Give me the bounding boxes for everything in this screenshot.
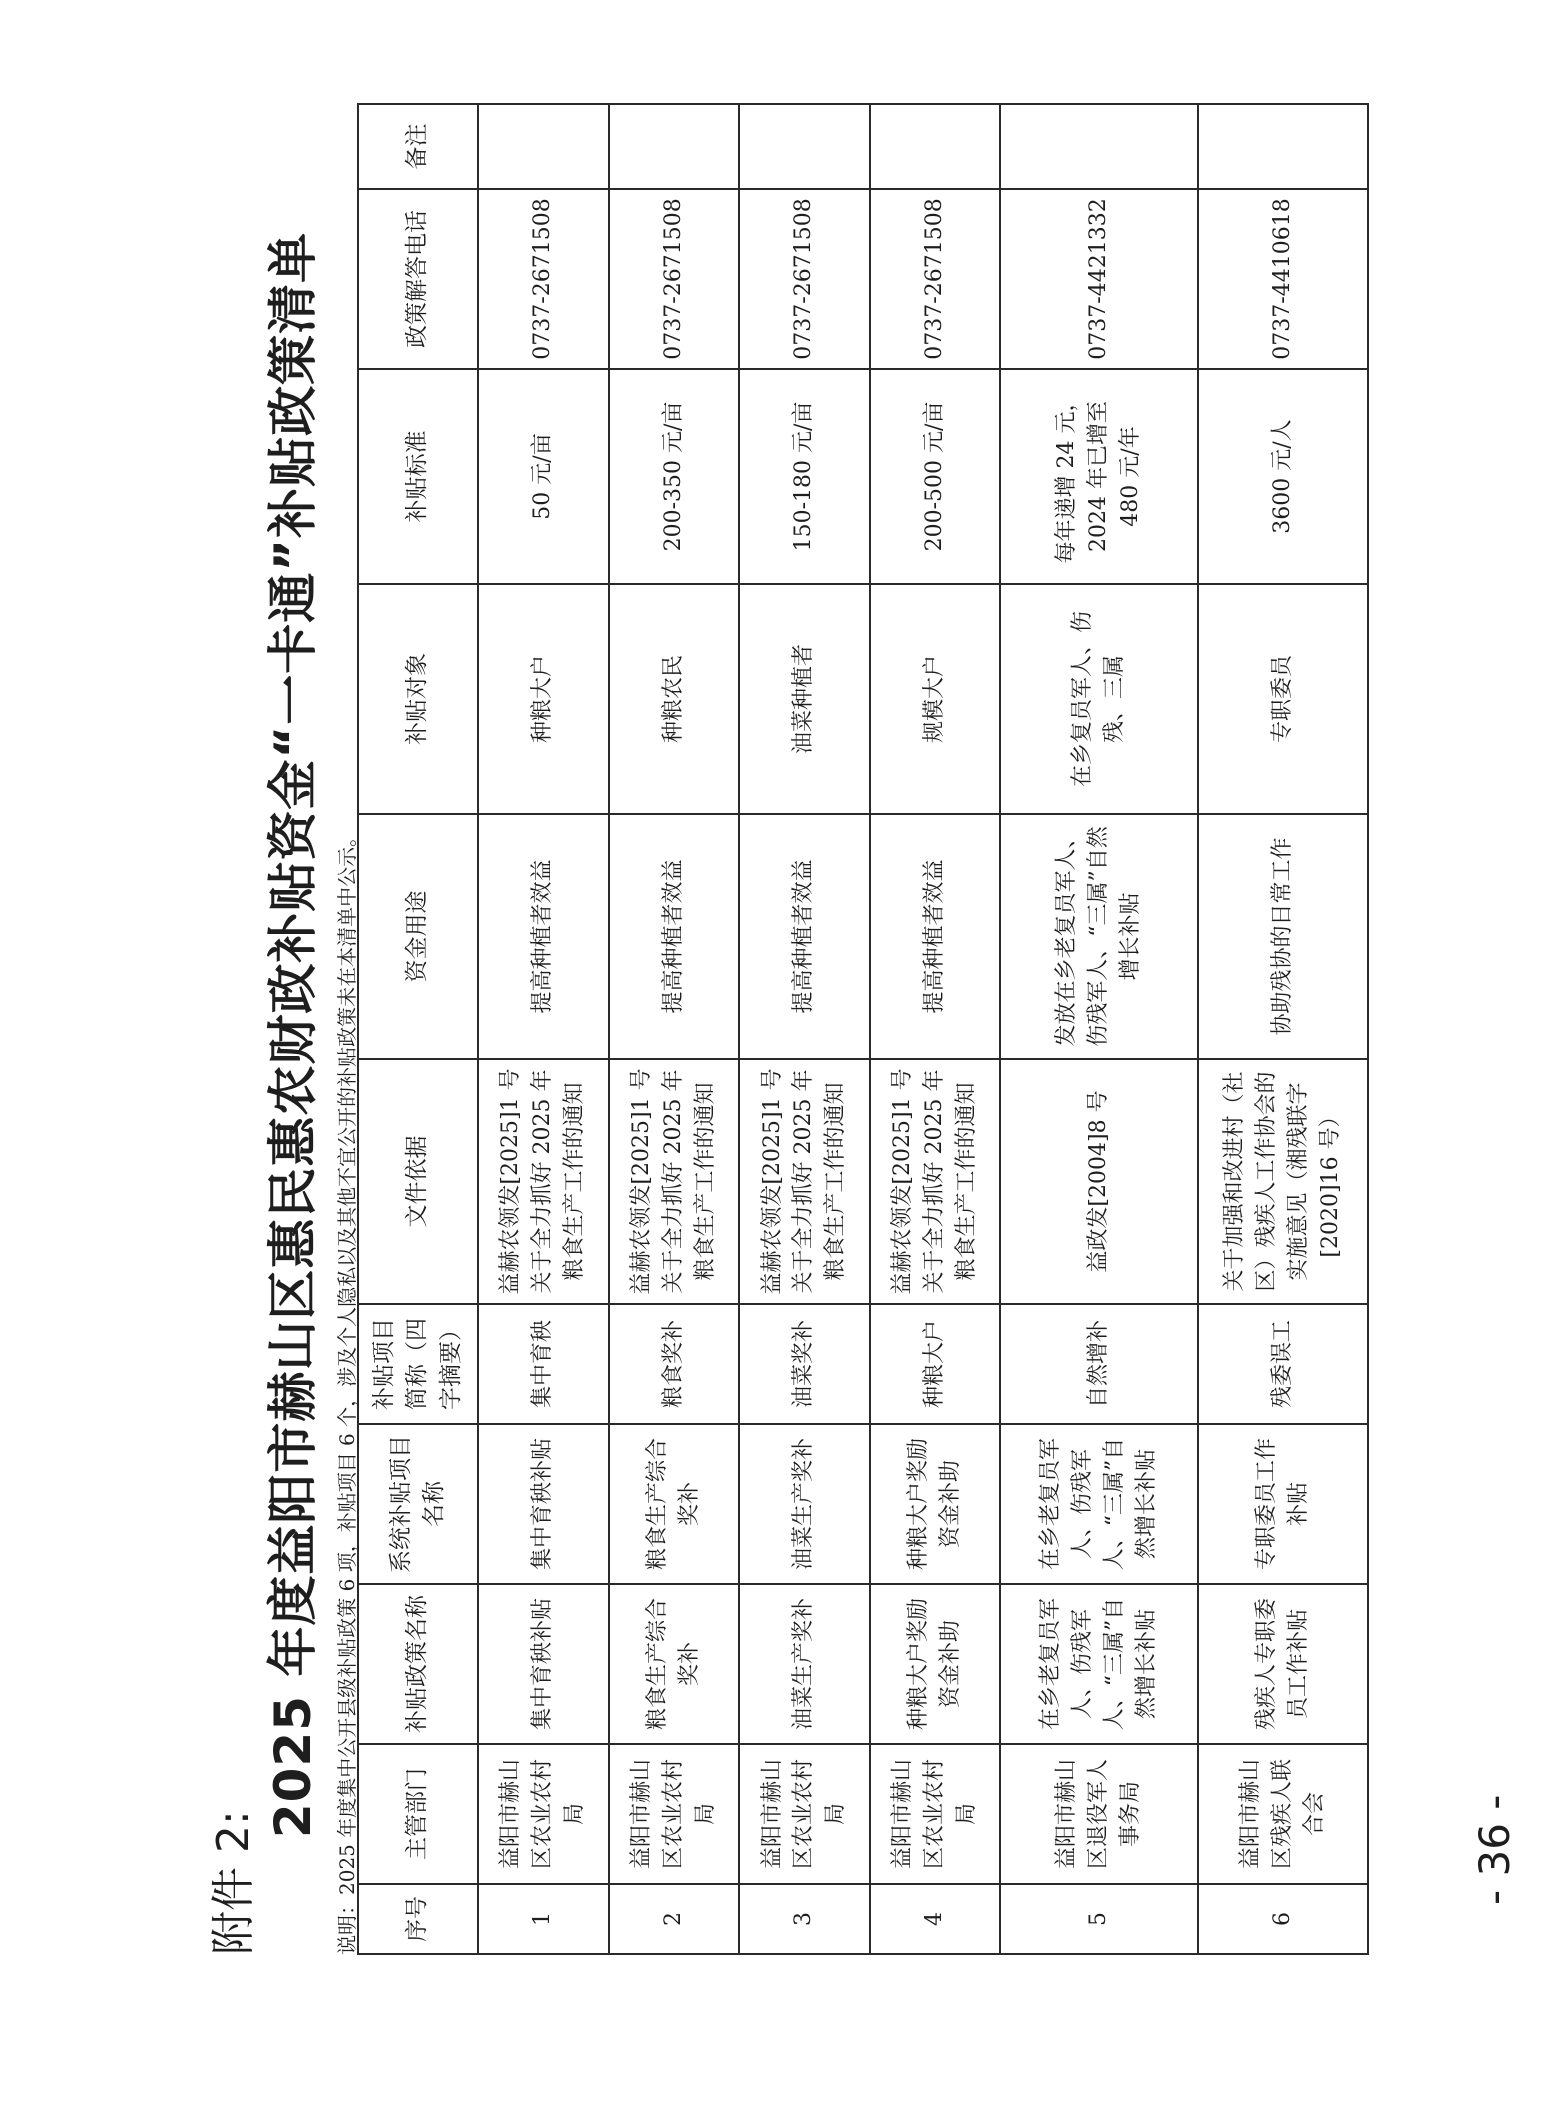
cell-system-name: 油菜生产奖补 (739, 1424, 870, 1584)
table-row (1198, 104, 1368, 1954)
cell-policy: 油菜生产奖补 (739, 1584, 870, 1744)
cell-short: 粮食奖补 (609, 1304, 740, 1424)
cell-dept: 益阳市赫山区农业农村局 (870, 1744, 1001, 1884)
cell-use: 发放在乡老复员军人、伤残军人、“三属”自然增长补贴 (1000, 814, 1198, 1059)
cell-dept: 益阳市赫山区农业农村局 (739, 1744, 870, 1884)
cell-basis: 益赫农领发[2025]1 号关于全力抓好 2025 年粮食生产工作的通知 (478, 1059, 609, 1304)
cell-dept: 益阳市赫山区农业农村局 (609, 1744, 740, 1884)
cell-dept: 益阳市赫山区退役军人事务局 (1000, 1744, 1198, 1884)
cell-target: 在乡复员军人、伤残、三属 (1000, 584, 1198, 814)
cell-basis: 益赫农领发[2025]1 号关于全力抓好 2025 年粮食生产工作的通知 (739, 1059, 870, 1304)
cell-policy: 集中育秧补贴 (478, 1584, 609, 1744)
header-cell: 备注 (358, 104, 478, 189)
header-cell: 序号 (358, 1884, 478, 1954)
cell-basis: 关于加强和改进村（社区）残疾人工作协会的实施意见（湘残联字[2020]16 号） (1198, 1059, 1368, 1304)
cell-standard: 3600 元/人 (1198, 369, 1368, 584)
cell-use: 提高种植者效益 (609, 814, 740, 1059)
cell-use: 提高种植者效益 (478, 814, 609, 1059)
cell-policy: 种粮大户奖励资金补助 (870, 1584, 1001, 1744)
cell-system-name: 粮食生产综合奖补 (609, 1424, 740, 1584)
cell-target: 油菜种植者 (739, 584, 870, 814)
cell-short: 油菜奖补 (739, 1304, 870, 1424)
table-row (609, 104, 740, 1954)
cell-no: 4 (870, 1884, 1001, 1954)
cell-basis: 益赫农领发[2025]1 号关于全力抓好 2025 年粮食生产工作的通知 (870, 1059, 1001, 1304)
table-row (739, 104, 870, 1954)
cell-system-name: 集中育秧补贴 (478, 1424, 609, 1584)
cell-no: 1 (478, 1884, 609, 1954)
cell-remark (478, 104, 609, 189)
cell-no: 5 (1000, 1884, 1198, 1954)
cell-remark (739, 104, 870, 189)
table-row (870, 104, 1001, 1954)
cell-standard: 200-350 元/亩 (609, 369, 740, 584)
cell-phone: 0737-4421332 (1000, 189, 1198, 369)
document-title: 2025 年度益阳市赫山区惠民惠农财政补贴资金“一卡通”补贴政策清单 (264, 231, 322, 1839)
header-cell: 主管部门 (358, 1744, 478, 1884)
table-row (1000, 104, 1198, 1954)
cell-no: 2 (609, 1884, 740, 1954)
header-cell: 资金用途 (358, 814, 478, 1059)
subsidy-table (357, 103, 1369, 1955)
cell-use: 协助残协的日常工作 (1198, 814, 1368, 1059)
cell-short: 残委误工 (1198, 1304, 1368, 1424)
cell-system-name: 专职委员工作补贴 (1198, 1424, 1368, 1584)
cell-system-name: 种粮大户奖励资金补助 (870, 1424, 1001, 1584)
cell-phone: 0737-4410618 (1198, 189, 1368, 369)
cell-dept: 益阳市赫山区农业农村局 (478, 1744, 609, 1884)
cell-phone: 0737-2671508 (870, 189, 1001, 369)
cell-remark (1000, 104, 1198, 189)
page-number: - 36 - (1470, 1794, 1519, 1905)
cell-policy: 残疾人专职委员工作补贴 (1198, 1584, 1368, 1744)
cell-system-name: 在乡老复员军人、伤残军人、“三属”自然增长补贴 (1000, 1424, 1198, 1584)
rotated-page (185, 105, 1565, 1955)
cell-phone: 0737-2671508 (609, 189, 740, 369)
cell-target: 专职委员 (1198, 584, 1368, 814)
header-cell: 补贴对象 (358, 584, 478, 814)
cell-basis: 益政发[2004]8 号 (1000, 1059, 1198, 1304)
cell-standard: 每年递增 24 元，2024 年已增至 480 元/年 (1000, 369, 1198, 584)
cell-short: 集中育秧 (478, 1304, 609, 1424)
cell-target: 种粮大户 (478, 584, 609, 814)
cell-short: 自然增补 (1000, 1304, 1198, 1424)
cell-policy: 粮食生产综合奖补 (609, 1584, 740, 1744)
cell-policy: 在乡老复员军人、伤残军人、“三属”自然增长补贴 (1000, 1584, 1198, 1744)
header-cell: 补贴项目简称（四字摘要） (358, 1304, 478, 1424)
cell-phone: 0737-2671508 (478, 189, 609, 369)
cell-standard: 200-500 元/亩 (870, 369, 1001, 584)
cell-short: 种粮大户 (870, 1304, 1001, 1424)
attachment-label: 附件 2: (208, 1810, 259, 1955)
cell-no: 3 (739, 1884, 870, 1954)
header-cell: 文件依据 (358, 1059, 478, 1304)
cell-no: 6 (1198, 1884, 1368, 1954)
header-cell: 系统补贴项目名称 (358, 1424, 478, 1584)
table-header-row (358, 104, 478, 1954)
header-cell: 补贴政策名称 (358, 1584, 478, 1744)
cell-dept: 益阳市赫山区残疾人联合会 (1198, 1744, 1368, 1884)
cell-remark (870, 104, 1001, 189)
cell-use: 提高种植者效益 (739, 814, 870, 1059)
note-text: 说明：2025 年度集中公开县级补贴政策 6 项，补贴项目 6 个，涉及个人隐私以及其他不宜公开的补贴政策未在本清单中公示。 (335, 826, 359, 1955)
cell-remark (1198, 104, 1368, 189)
table-row (478, 104, 609, 1954)
cell-remark (609, 104, 740, 189)
cell-use: 提高种植者效益 (870, 814, 1001, 1059)
cell-phone: 0737-2671508 (739, 189, 870, 369)
cell-target: 规模大户 (870, 584, 1001, 814)
cell-standard: 150-180 元/亩 (739, 369, 870, 584)
cell-basis: 益赫农领发[2025]1 号关于全力抓好 2025 年粮食生产工作的通知 (609, 1059, 740, 1304)
header-cell: 政策解答电话 (358, 189, 478, 369)
cell-standard: 50 元/亩 (478, 369, 609, 584)
header-cell: 补贴标准 (358, 369, 478, 584)
cell-target: 种粮农民 (609, 584, 740, 814)
